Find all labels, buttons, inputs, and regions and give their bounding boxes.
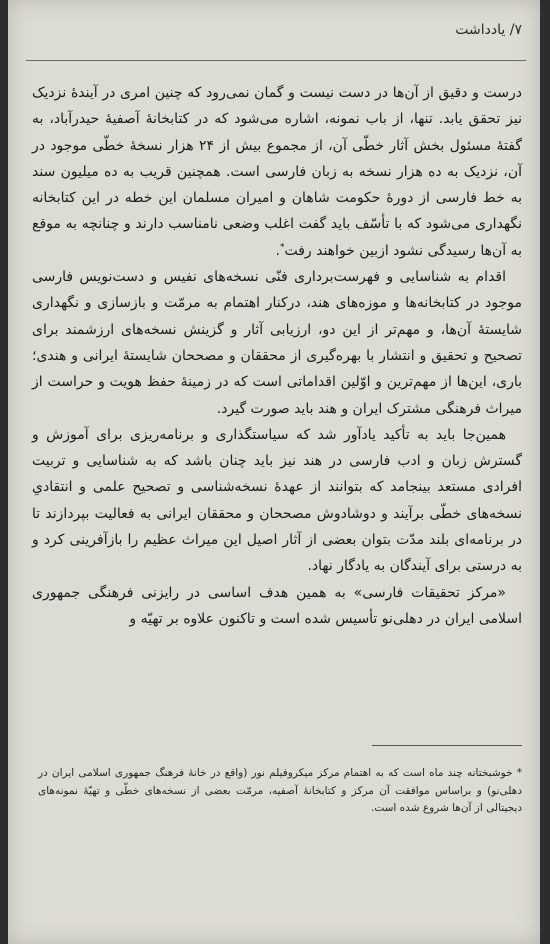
paragraph-3: همین‌جا باید به تأکید یادآور شد که سیاستگذاری و برنامه‌ریزی برای آموزش و گسترش زبان و ادب فارسی در هند نیز باید چنان باشد که به شناسایی و تربیت افرادی مستعد بینجامد که بتوانند از عهدهٔ نسخه‌شناسی و تصحیح علمی و انتقادیِ نسخه‌های خطّی برآیند و دوشادوش مصححان و محققان ایرانی به فعالیت بپردازند تا در برنامه‌ای بلند مدّت بتوان بعضی از آثار اصیل این میراث عظیم را بازآفرینی کرد و به درستی برای آیندگان به یادگار نهاد. [32, 426, 522, 575]
paragraph-1: درست و دقیق از آن‌ها در دست نیست و گمان نمی‌رود که چنین امری در آیندهٔ نزدیک نیز تحقق یابد. تنها، از باب نمونه، اشاره می‌شود که در کتابخانهٔ آصفیهٔ حیدرآباد، به گفتهٔ مسئول بخش آثار خطّی آن، از مجموع بیش از ۲۴ هزار نسخهٔ خطّی موجود در آن، نزدیک به ده هزار نسخه به زبان فارسی است. همچنین قریب به ده میلیون سند به خط فارسی از دورهٔ حکومت شاهان و امیران مسلمان این خطه در این کتابخانه نگهداری می‌شود که با تأسّف باید گفت اغلب وضعی نامناسب دارند و چنانچه به موقع به آن‌ها رسیدگی نشود ازبین خواهند رفت*. [32, 85, 522, 259]
footnote-reference: * [279, 242, 285, 253]
paragraph-4: «مرکز تحقیقات فارسی» به همین هدف اساسی در رایزنی فرهنگی جمهوری اسلامی ایران در دهلی‌نو تأسیس شده است و تاکنون علاوه بر تهیّه و [32, 584, 522, 627]
body-text [32, 80, 522, 632]
paragraph-1-text: درست و دقیق از آن‌ها در دست نیست و گمان نمی‌رود که چنین امری در آیندهٔ نزدیک نیز تحقق یابد. تنها، از باب نمونه، اشاره می‌شود که در کتابخانهٔ آصفیهٔ حیدرآباد، به گفتهٔ مسئول بخش آثار خطّی آن، از مجموع بیش از ۲۴ هزار نسخهٔ خطّی موجود در آن، نزدیک به ده هزار نسخه به زبان فارسی است. همچنین قریب به ده میلیون سند به خط فارسی از دورهٔ حکومت شاهان و امیران مسلمان این خطه در این کتابخانه نگهداری می‌شود که با تأسّف باید گفت اغلب وضعی نامناسب دارند و چنانچه به موقع به آن‌ها رسیدگی نشود ازبین خواهند رفت [32, 85, 522, 259]
paragraph-2: اقدام به شناسایی و فهرست‌برداری فنّی نسخه‌های نفیس و دست‌نویس فارسی موجود در کتابخانه‌ها و موزه‌های هند، درکنار اهتمام به مرمّت و بازسازی و نگهداری شایستهٔ آن‌ها، و مهم‌تر از این دو، ارزیابی آثار و گزینش نسخه‌های ارزشمند برای تصحیح و تحقیق و انتشار با بهره‌گیری از محققان و مصححان شایستهٔ ایرانی و هندی؛ باری، این‌ها از مهم‌ترین و اوّلین اقداماتی است که در زمینهٔ حفظ هویت و حراست از میراث فرهنگی مشترک ایران و هند باید صورت گیرد. [32, 269, 522, 417]
footnote-divider [372, 745, 522, 746]
book-page [8, 0, 540, 944]
running-header: ۷/ یادداشت [455, 22, 522, 38]
header-divider [26, 60, 526, 61]
footnote: * خوشبختانه چند ماه است که به اهتمام مرکز میکروفیلم نور (واقع در خانهٔ فرهنگ جمهوری اسلامی ایران در دهلی‌نو) و براساس موافقت آن مرکز و کتابخانهٔ آصفیه، مرمّت بعضی از نسخه‌های خطّی و تهیّهٔ نمونه‌های دیجیتالی از آن‌ها شروع شده است. [38, 767, 522, 814]
